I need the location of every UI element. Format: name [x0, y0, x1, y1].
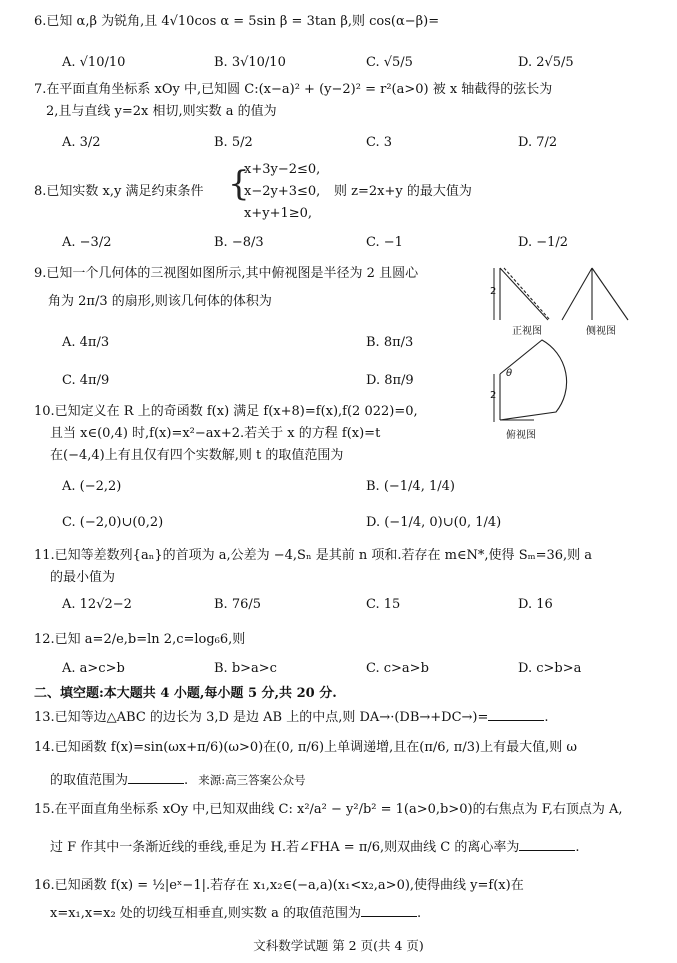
q8-constraint-3: x+y+1≥0,	[244, 206, 313, 221]
q16-text: x=x₁,x=x₂ 处的切线互相垂直,则实数 a 的取值范围为	[50, 906, 361, 921]
three-view-figure	[490, 262, 640, 462]
q11-option-b: B. 76/5	[214, 597, 262, 612]
q9-stem-2: 角为 2π/3 的扇形,则该几何体的体积为	[48, 294, 272, 309]
front-view-label: 正视图	[512, 326, 542, 337]
top-view-label: 俯视图	[506, 430, 536, 441]
q12-option-b: B. b>a>c	[214, 661, 277, 676]
q11-option-a: A. 12√2−2	[62, 597, 132, 612]
q8-option-c: C. −1	[366, 235, 403, 250]
side-view-label: 侧视图	[586, 326, 616, 337]
q8-option-b: B. −8/3	[214, 235, 264, 250]
q12-option-c: C. c>a>b	[366, 661, 429, 676]
section-2-heading: 二、填空题:本大题共 4 小题,每小题 5 分,共 20 分.	[34, 686, 337, 701]
q14-stem-2: 的取值范围为 . 来源:高三答案公众号	[50, 773, 306, 788]
q16-answer-blank	[361, 904, 417, 917]
page-footer: 文科数学试题 第 2 页(共 4 页)	[253, 938, 424, 953]
q8-brace: {	[228, 164, 250, 204]
q6-option-d: D. 2√5/5	[518, 55, 574, 70]
q10-option-a: A. (−2,2)	[62, 479, 122, 494]
q13-stem: 13.已知等边△ABC 的边长为 3,D 是边 AB 上的中点,则 DA→·(DB→+DC→)= .	[34, 710, 549, 725]
q9-option-a: A. 4π/3	[62, 335, 110, 350]
q8-option-d: D. −1/2	[518, 235, 569, 250]
q8-constraint-2: x−2y+3≤0,	[244, 184, 321, 199]
q15-answer-blank	[519, 838, 575, 851]
q8-stem-post: 则 z=2x+y 的最大值为	[334, 184, 472, 199]
q9-stem-1: 9.已知一个几何体的三视图如图所示,其中俯视图是半径为 2 且圆心	[34, 266, 419, 281]
dimension-label-front: 2	[490, 286, 497, 297]
front-view	[500, 268, 550, 320]
q10-stem-2: 且当 x∈(0,4) 时,f(x)=x²−ax+2.若关于 x 的方程 f(x)=t	[50, 426, 381, 441]
q15-stem-2: 过 F 作其中一条渐近线的垂线,垂足为 H.若∠FHA = π/6,则双曲线 C 的离心率为 .	[50, 840, 580, 855]
q7-option-a: A. 3/2	[62, 135, 101, 150]
q10-stem-3: 在(−4,4)上有且仅有四个实数解,则 t 的取值范围为	[50, 448, 344, 463]
q6-stem: 6.已知 α,β 为锐角,且 4√10cos α = 5sin β = 3tan β,则 cos(α−β)=	[34, 14, 440, 29]
q8-constraint-1: x+3y−2≤0,	[244, 162, 321, 177]
q7-option-b: B. 5/2	[214, 135, 253, 150]
q11-option-c: C. 15	[366, 597, 401, 612]
q10-option-b: B. (−1/4, 1/4)	[366, 479, 455, 494]
q12-option-d: D. c>b>a	[518, 661, 582, 676]
q6-option-b: B. 3√10/10	[214, 55, 286, 70]
top-view	[500, 340, 567, 420]
q12-option-a: A. a>c>b	[62, 661, 125, 676]
q6-option-a: A. √10/10	[62, 55, 126, 70]
q10-option-c: C. (−2,0)∪(0,2)	[62, 515, 164, 530]
q11-option-d: D. 16	[518, 597, 553, 612]
q9-option-d: D. 8π/9	[366, 373, 414, 388]
q10-option-d: D. (−1/4, 0)∪(0, 1/4)	[366, 515, 502, 530]
q7-option-c: C. 3	[366, 135, 393, 150]
q7-stem-2: 2,且与直线 y=2x 相切,则实数 a 的值为	[46, 104, 277, 119]
q12-stem: 12.已知 a=2/e,b=ln 2,c=log₆6,则	[34, 632, 246, 647]
q7-option-d: D. 7/2	[518, 135, 558, 150]
q13-text: 13.已知等边△ABC 的边长为 3,D 是边 AB 上的中点,则 DA→·(DB→+DC→)=	[34, 710, 489, 725]
q15-stem-1: 15.在平面直角坐标系 xOy 中,已知双曲线 C: x²/a² − y²/b² = 1(a>0,b>0)的右焦点为 F,右顶点为 A,	[34, 802, 623, 817]
q9-option-c: C. 4π/9	[62, 373, 110, 388]
q14-answer-blank	[128, 771, 184, 784]
dimension-label-top: 2	[490, 390, 497, 401]
q16-stem-1: 16.已知函数 f(x) = ½|eˣ−1|.若存在 x₁,x₂∈(−a,a)(x₁<x₂,a>0),使得曲线 y=f(x)在	[34, 878, 524, 893]
q15-text: 过 F 作其中一条渐近线的垂线,垂足为 H.若∠FHA = π/6,则双曲线 C 的离心率为	[50, 840, 520, 855]
q10-stem-1: 10.已知定义在 R 上的奇函数 f(x) 满足 f(x+8)=f(x),f(2 022)=0,	[34, 404, 418, 419]
angle-label: θ	[506, 368, 513, 379]
q14-text: 的取值范围为	[50, 773, 129, 788]
q14-stem-1: 14.已知函数 f(x)=sin(ωx+π/6)(ω>0)在(0, π/6)上单调递增,且在(π/6, π/3)上有最大值,则 ω	[34, 740, 577, 755]
q11-stem-2: 的最小值为	[50, 570, 116, 585]
q11-stem-1: 11.已知等差数列{aₙ}的首项为 a,公差为 −4,Sₙ 是其前 n 项和.若存在 m∈N*,使得 Sₘ=36,则 a	[34, 548, 593, 563]
q6-option-c: C. √5/5	[366, 55, 413, 70]
q7-stem-1: 7.在平面直角坐标系 xOy 中,已知圆 C:(x−a)² + (y−2)² = r²(a>0) 被 x 轴截得的弦长为	[34, 82, 553, 97]
q9-option-b: B. 8π/3	[366, 335, 414, 350]
q16-stem-2: x=x₁,x=x₂ 处的切线互相垂直,则实数 a 的取值范围为 .	[50, 906, 422, 921]
q13-answer-blank	[488, 708, 544, 721]
side-view	[562, 268, 628, 320]
q14-source-note: 来源:高三答案公众号	[198, 773, 306, 787]
q8-option-a: A. −3/2	[62, 235, 112, 250]
q8-stem-pre: 8.已知实数 x,y 满足约束条件	[34, 184, 204, 199]
